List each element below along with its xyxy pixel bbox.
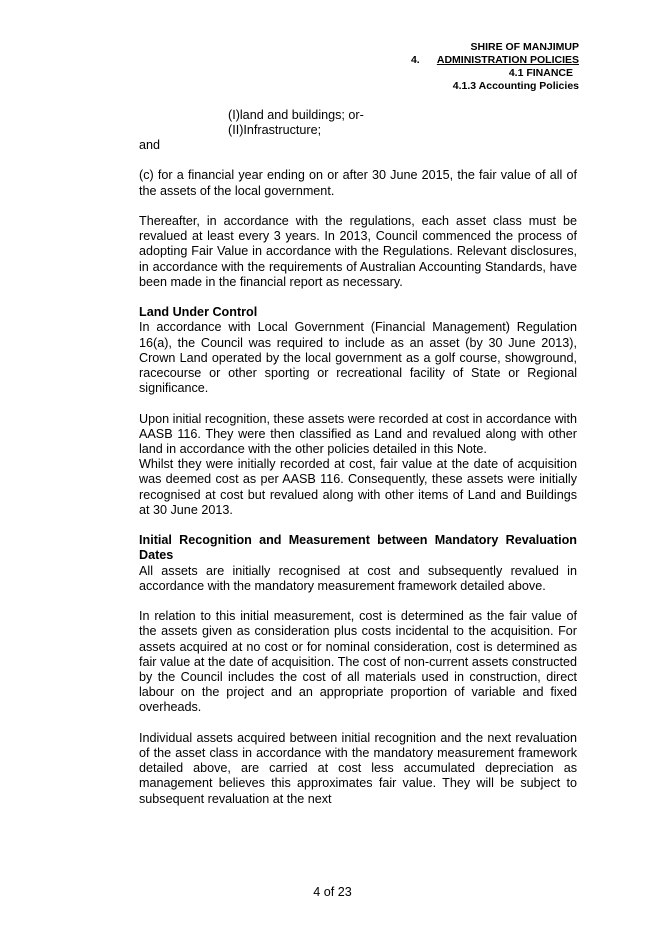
paragraph-irm-2: In relation to this initial measurement, cost is determined as the fair value of the assets given as consideration plus costs incidental to the acquisition. For assets acquired at no cost or for nominal consideration, cost is determined as fair value at the date of acquisition. The cost of non-current assets constructed by the Council includes the cost of all materials used in construction, direct labour on the project and an appropriate proportion of variable and fixed overheads. xyxy=(139,609,577,715)
header-org: SHIRE OF MANJIMUP xyxy=(470,41,579,53)
document-header xyxy=(411,41,579,93)
list-item: (II)Infrastructure; xyxy=(228,123,322,137)
header-policy: 4.1.3 Accounting Policies xyxy=(452,80,579,92)
list-item: (I)land and buildings; or- xyxy=(228,108,364,122)
heading-land-under-control: Land Under Control xyxy=(139,305,258,320)
paragraph-irm-1: All assets are initially recognised at cost and subsequently revalued in accordance with the mandatory measurement framework detailed above. xyxy=(139,563,577,593)
header-section-title: ADMINISTRATION POLICIES xyxy=(436,54,579,66)
paragraph-land-3: Whilst they were initially recorded at cost, fair value at the date of acquisition was deemed cost as per AASB 116. Consequently, these assets were initially recognised at cost but revalued along with other items of Land and Buildings at 30 June 2013. xyxy=(139,457,577,517)
document-body xyxy=(139,138,577,807)
and-word: and xyxy=(139,138,161,152)
paragraph-c: (c) for a financial year ending on or after 30 June 2015, the fair value of all of the assets of the local government. xyxy=(139,168,577,198)
header-section xyxy=(411,54,579,67)
paragraph-thereafter: Thereafter, in accordance with the regulations, each asset class must be revalued at least every 3 years. In 2013, Council commenced the process of adopting Fair Value in accordance with the Regulations. Relevant disclosures, in accordance with the requirements of Australian Accounting Standards, have been made in the financial report as necessary. xyxy=(139,213,577,289)
paragraph-irm-3: Individual assets acquired between initial recognition and the next revaluation of the asset class in accordance with the mandatory measurement framework detailed above, are carried at cost less accumulated depreciation as management believes this approximates fair value. They will be subject to subsequent revaluation at the next xyxy=(139,730,577,806)
paragraph-land-1: In accordance with Local Government (Financial Management) Regulation 16(a), the Council was required to include as an asset (by 30 June 2013), Crown Land operated by the local government as a golf course, showground, racecourse or other sporting or recreational facility of State or Regional significance. xyxy=(139,320,577,396)
paragraph-land-2: Upon initial recognition, these assets were recorded at cost in accordance with AASB 116. They were then classified as Land and revalued along with other land in accordance with the other policies detailed in this Note. xyxy=(139,411,577,456)
heading-initial-recognition: Initial Recognition and Measurement between Mandatory Revaluation Dates xyxy=(139,533,577,563)
header-section-number: 4. xyxy=(410,54,420,66)
header-subsection: 4.1 FINANCE xyxy=(508,67,573,79)
page-number: 4 of 23 xyxy=(313,885,352,899)
